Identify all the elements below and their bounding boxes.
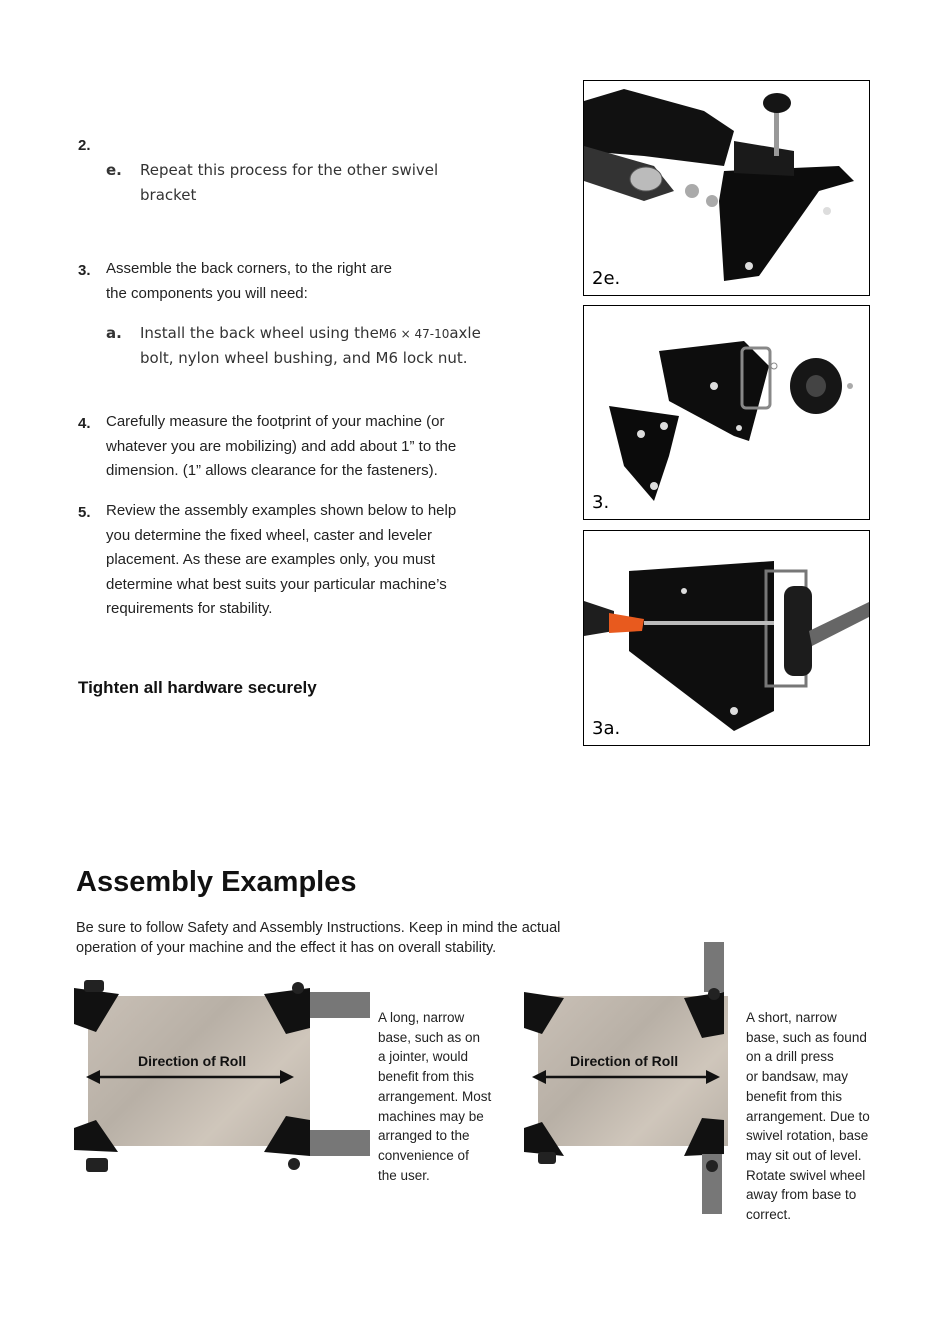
step-3a-bolt-spec: M6 × 47-10 xyxy=(378,327,450,341)
left-desc-line: base, such as on xyxy=(378,1029,481,1045)
right-direction-label: Direction of Roll xyxy=(570,1053,679,1069)
step-3-number: 3. xyxy=(78,262,91,279)
left-desc-line: a jointer, would xyxy=(378,1049,469,1065)
step-3a-line1 xyxy=(140,321,481,347)
step-5-line3: placement. As these are examples only, you must xyxy=(106,551,436,568)
back-wheel-install-illustration xyxy=(584,531,870,746)
photo-2e-caption: 2e. xyxy=(592,268,621,289)
step-5-line5: requirements for stability. xyxy=(106,600,273,617)
step-4-line1: Carefully measure the footprint of your machine (or xyxy=(106,413,445,430)
right-desc-line: on a drill press xyxy=(746,1049,834,1065)
photo-3a xyxy=(583,530,870,746)
left-desc-line: the user. xyxy=(378,1167,430,1183)
photo-3-caption: 3. xyxy=(592,492,610,513)
photo-3a-caption: 3a. xyxy=(592,718,621,739)
step-4-line2: whatever you are mobilizing) and add about 1” to the xyxy=(106,438,457,455)
left-desc-line: machines may be xyxy=(378,1108,484,1124)
left-desc-line: arranged to the xyxy=(378,1128,470,1144)
right-desc-line: Rotate swivel wheel xyxy=(746,1167,866,1183)
tighten-note: Tighten all hardware securely xyxy=(78,678,317,697)
left-desc-line: convenience of xyxy=(378,1147,469,1163)
assembly-examples-heading: Assembly Examples xyxy=(76,866,357,898)
right-desc-line: base, such as found xyxy=(746,1029,867,1045)
right-desc-line: away from base to xyxy=(746,1187,857,1203)
back-corner-components-illustration xyxy=(584,306,870,520)
step-2e-letter: e. xyxy=(106,161,122,179)
step-2e-line1: Repeat this process for the other swivel xyxy=(140,161,439,179)
right-desc-line: may sit out of level. xyxy=(746,1147,862,1163)
right-desc-line: swivel rotation, base xyxy=(746,1128,869,1144)
left-example-description xyxy=(378,1008,491,1185)
left-desc-line: benefit from this xyxy=(378,1069,475,1085)
step-5-line4: determine what best suits your particular machine’s xyxy=(106,576,447,593)
step-3-line2: the components you will need: xyxy=(106,285,308,302)
right-example-description xyxy=(746,1008,870,1225)
step-5-line2: you determine the fixed wheel, caster and leveler xyxy=(106,527,433,544)
left-direction-label: Direction of Roll xyxy=(138,1053,247,1069)
left-example-diagram xyxy=(74,980,374,1180)
step-4-line3: dimension. (1” allows clearance for the fasteners). xyxy=(106,462,438,479)
examples-intro-line2: operation of your machine and the effect it has on overall stability. xyxy=(76,940,497,956)
step-5-line1: Review the assembly examples shown below to help xyxy=(106,502,457,519)
right-desc-line: arrangement. Due to xyxy=(746,1108,870,1124)
step-4-number: 4. xyxy=(78,415,91,432)
swivel-bracket-illustration xyxy=(584,81,870,296)
left-desc-line: A long, narrow xyxy=(378,1010,465,1025)
step-3a-line1-text: Install the back wheel using the xyxy=(140,324,379,342)
right-desc-line: benefit from this xyxy=(746,1088,843,1104)
step-2-number: 2. xyxy=(78,137,91,154)
photo-2e xyxy=(583,80,870,296)
right-example-diagram xyxy=(524,942,739,1217)
right-desc-line: or bandsaw, may xyxy=(746,1069,849,1085)
left-direction-arrow-icon xyxy=(74,980,374,1180)
step-3a-line2: bolt, nylon wheel bushing, and M6 lock nut. xyxy=(140,349,468,367)
photo-3 xyxy=(583,305,870,520)
left-desc-line: arrangement. Most xyxy=(378,1088,492,1104)
right-direction-arrow-icon xyxy=(524,942,739,1217)
step-3-line1: Assemble the back corners, to the right are xyxy=(106,260,392,277)
right-desc-line: correct. xyxy=(746,1207,792,1223)
examples-intro-line1: Be sure to follow Safety and Assembly Instructions. Keep in mind the actual xyxy=(76,920,561,936)
step-2e-line2: bracket xyxy=(140,186,197,204)
right-desc-line: A short, narrow xyxy=(746,1010,837,1025)
step-3a-letter: a. xyxy=(106,324,122,342)
step-5-number: 5. xyxy=(78,504,91,521)
step-3a-line1-end: axle xyxy=(449,324,481,342)
